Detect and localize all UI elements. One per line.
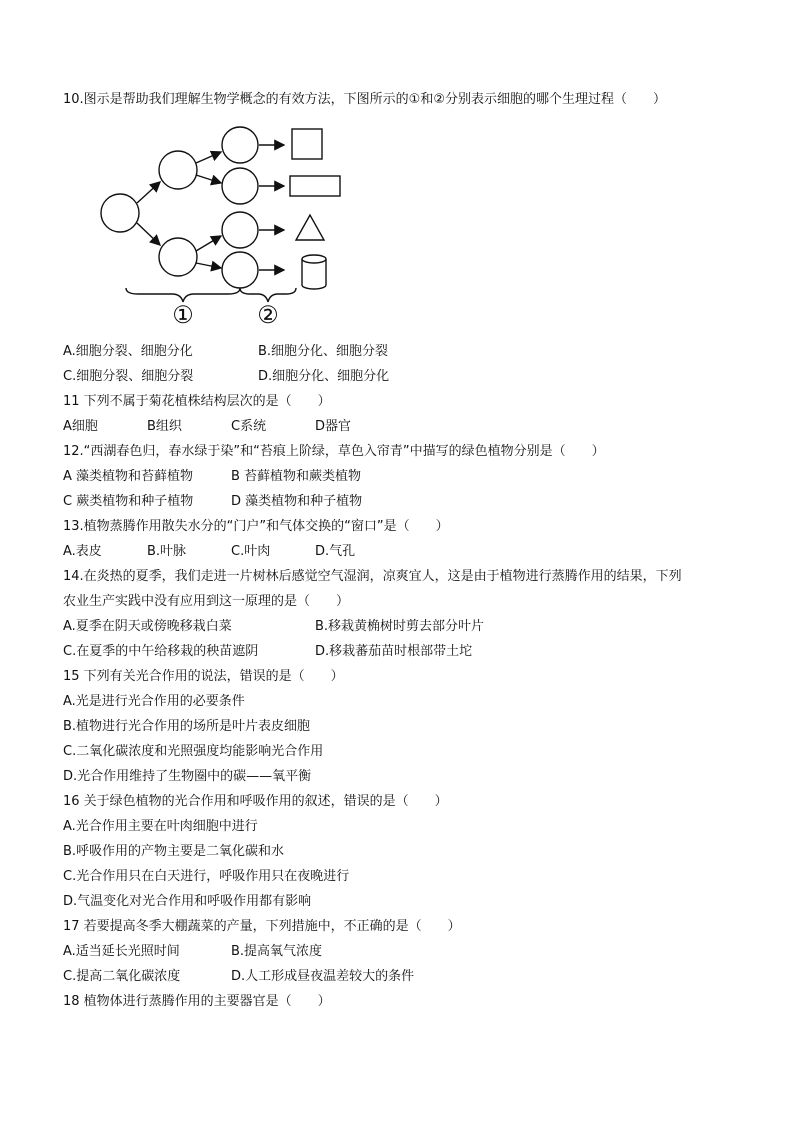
- cell-upper-2: [159, 151, 197, 189]
- q18-stem: 18 植物体进行蒸腾作用的主要器官是（ ）: [63, 994, 331, 1009]
- cell-lower-3a: [222, 212, 258, 248]
- q15-option-d[interactable]: D.光合作用维持了生物圈中的碳——氧平衡: [63, 769, 312, 784]
- q16-option-d[interactable]: D.气温变化对光合作用和呼吸作用都有影响: [63, 894, 312, 909]
- q12-option-d[interactable]: D 藻类植物和种子植物: [231, 494, 363, 509]
- q14-option-d[interactable]: D.移栽蕃茄苗时根部带土坨: [315, 644, 473, 659]
- q15-option-c[interactable]: C.二氧化碳浓度和光照强度均能影响光合作用: [63, 744, 324, 759]
- q14-stem-line2: 农业生产实践中没有应用到这一原理的是（ ）: [63, 594, 350, 609]
- q11-option-b[interactable]: B组织: [147, 419, 182, 434]
- q15-stem: 15 下列有关光合作用的说法，错误的是（ ）: [63, 669, 344, 684]
- q11-option-c[interactable]: C系统: [231, 419, 267, 434]
- q13-option-a[interactable]: A.表皮: [63, 544, 102, 559]
- label-1: ①: [172, 301, 194, 329]
- q11-option-d[interactable]: D器官: [315, 419, 352, 434]
- brace-2: [240, 288, 296, 302]
- q16-option-c[interactable]: C.光合作用只在白天进行，呼吸作用只在夜晚进行: [63, 869, 350, 884]
- tissue-rectangle: [290, 176, 340, 196]
- q13-option-d[interactable]: D.气孔: [315, 544, 356, 559]
- cell-division-differentiation-diagram: [90, 118, 350, 333]
- cell-upper-3a: [222, 127, 258, 163]
- cell-upper-3b: [222, 168, 258, 204]
- q14-option-c[interactable]: C.在夏季的中午给移栽的秧苗遮阴: [63, 644, 259, 659]
- tissue-square: [292, 129, 322, 159]
- q14-stem-line1: 14.在炎热的夏季，我们走进一片树林后感觉空气湿润，凉爽宜人，这是由于植物进行蒸腾作用的结果，下列: [63, 569, 682, 584]
- q14-option-b[interactable]: B.移栽黄桷树时剪去部分叶片: [315, 619, 485, 634]
- q10-option-a[interactable]: A.细胞分裂、细胞分化: [63, 344, 193, 359]
- brace-1: [126, 288, 240, 302]
- q10-option-c[interactable]: C.细胞分裂、细胞分裂: [63, 369, 194, 384]
- cell-origin: [101, 194, 139, 232]
- q17-option-a[interactable]: A.适当延长光照时间: [63, 944, 180, 959]
- q12-option-a[interactable]: A 藻类植物和苔藓植物: [63, 469, 194, 484]
- cell-lower-2: [159, 238, 197, 276]
- q12-stem: 12.“西湖春色归，春水绿于染”和“苔痕上阶绿，草色入帘青”中描写的绿色植物分别是（ ）: [63, 444, 605, 459]
- tissue-triangle: [296, 215, 324, 240]
- q16-option-a[interactable]: A.光合作用主要在叶肉细胞中进行: [63, 819, 258, 834]
- q13-option-c[interactable]: C.叶肉: [231, 544, 271, 559]
- q17-option-b[interactable]: B.提高氧气浓度: [231, 944, 323, 959]
- q15-option-a[interactable]: A.光是进行光合作用的必要条件: [63, 694, 245, 709]
- q12-option-c[interactable]: C 蕨类植物和种子植物: [63, 494, 194, 509]
- q17-stem: 17 若要提高冬季大棚蔬菜的产量，下列措施中，不正确的是（ ）: [63, 919, 461, 934]
- q14-option-a[interactable]: A.夏季在阴天或傍晚移栽白菜: [63, 619, 232, 634]
- q11-stem: 11 下列不属于菊花植株结构层次的是（ ）: [63, 394, 331, 409]
- q12-option-b[interactable]: B 苔藓植物和蕨类植物: [231, 469, 362, 484]
- q15-option-b[interactable]: B.植物进行光合作用的场所是叶片表皮细胞: [63, 719, 311, 734]
- q17-option-d[interactable]: D.人工形成昼夜温差较大的条件: [231, 969, 415, 984]
- label-2: ②: [257, 301, 279, 329]
- q16-stem: 16 关于绿色植物的光合作用和呼吸作用的叙述，错误的是（ ）: [63, 794, 448, 809]
- q10-stem: 10.图示是帮助我们理解生物学概念的有效方法，下图所示的①和②分别表示细胞的哪个生理过程（ ）: [63, 92, 666, 107]
- q17-option-c[interactable]: C.提高二氧化碳浓度: [63, 969, 181, 984]
- q11-option-a[interactable]: A细胞: [63, 419, 98, 434]
- q13-option-b[interactable]: B.叶脉: [147, 544, 187, 559]
- q13-stem: 13.植物蒸腾作用散失水分的“门户”和气体交换的“窗口”是（ ）: [63, 519, 449, 534]
- q10-option-b[interactable]: B.细胞分化、细胞分裂: [258, 344, 389, 359]
- q10-option-d[interactable]: D.细胞分化、细胞分化: [258, 369, 390, 384]
- cell-lower-3b: [222, 252, 258, 288]
- q16-option-b[interactable]: B.呼吸作用的产物主要是二氧化碳和水: [63, 844, 285, 859]
